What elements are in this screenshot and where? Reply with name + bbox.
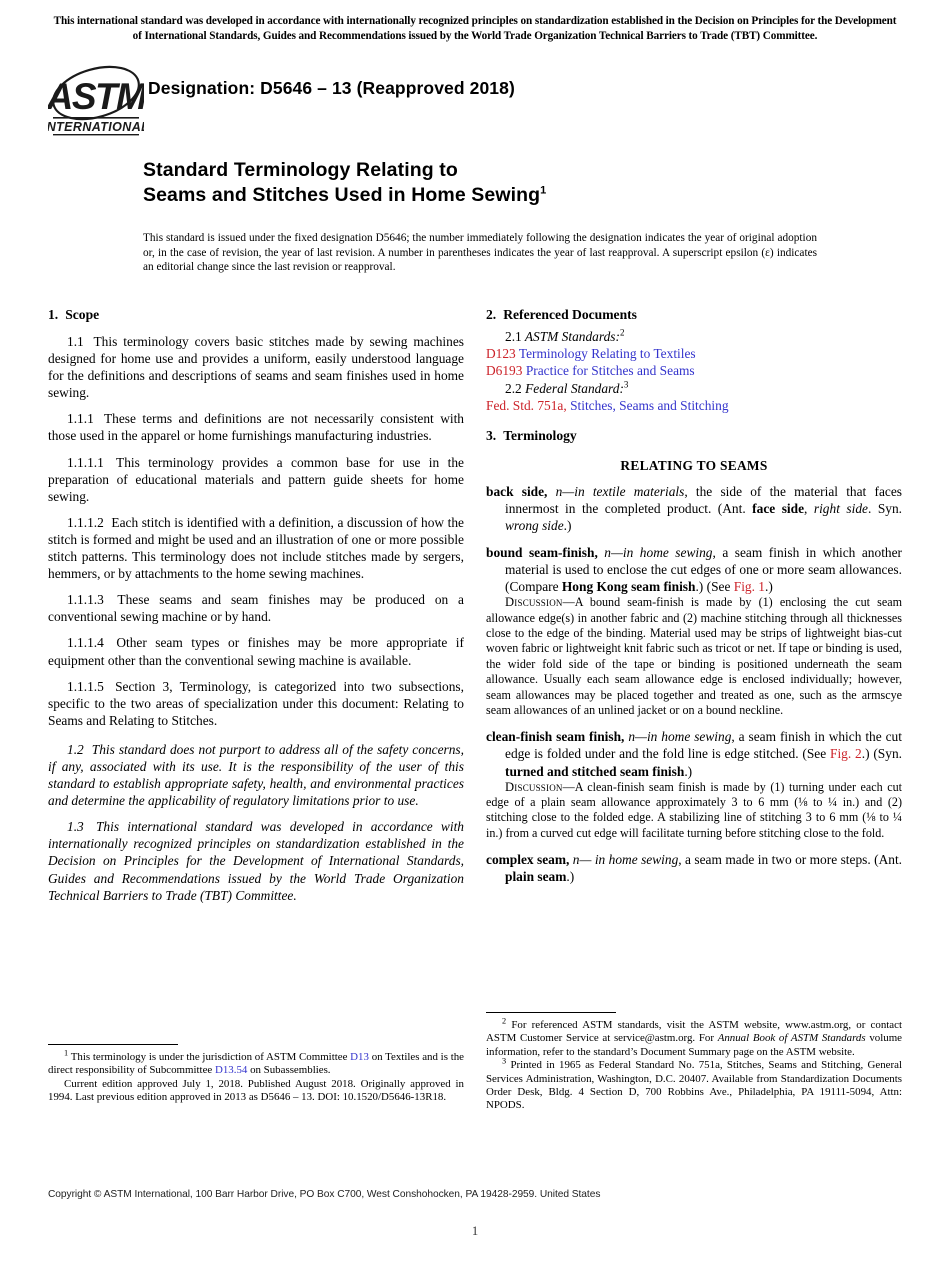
footnotes-right bbox=[486, 1012, 902, 1113]
footnote-text: Printed in 1965 as Federal Standard No. 751a, Stitches, Seams and Stitching, General Services Administration, Washington, D.C. 20407. Available from Standardization Documents Order Desk, Bldg. 4 Section D, 700 Robbins Ave., Philadelphia, PA 19111-5094, Attn: NPODS. bbox=[486, 1059, 902, 1112]
term-antonym: plain seam bbox=[505, 869, 567, 885]
astm-standards-label: ASTM Standards: bbox=[524, 329, 620, 344]
reference-title[interactable]: Stitches, Seams and Stitching bbox=[570, 398, 729, 414]
paragraph-text: These terms and definitions are not necessarily consistent with those used in the apparel or home furnishings manufacturing industries. bbox=[48, 411, 464, 444]
figure-reference-link[interactable]: Fig. 2 bbox=[830, 746, 862, 762]
section-title-terminology: Terminology bbox=[503, 428, 577, 444]
term-tail: , bbox=[804, 500, 814, 516]
section-title-referenced-documents: Referenced Documents bbox=[503, 307, 637, 322]
issue-note: This standard is issued under the fixed designation D5646; the number immediately following the designation indicates the year of original adoption or, in the case of revision, the year of last revision. A number in parentheses indicates the year of last reapproval. A superscript epsilon (ε) indicates an editorial change since the last revision or reapproval. bbox=[143, 232, 817, 274]
section-heading-scope bbox=[48, 306, 464, 324]
paragraph-number: 1.2 bbox=[67, 741, 84, 757]
reference-link-d123[interactable] bbox=[486, 345, 902, 362]
term-definition: , a seam made in two or more steps. (Ant. bbox=[678, 852, 903, 868]
paragraph-number: 1.1 bbox=[67, 334, 84, 349]
paragraph-text: Other seam types or finishes may be more appropriate if equipment other than the conventional sewing machine is available. bbox=[48, 635, 464, 668]
committee-link-d13[interactable]: D13 bbox=[350, 1051, 369, 1063]
copyright-notice: Copyright © ASTM International, 100 Barr Harbor Drive, PO Box C700, West Conshohocken, PA 19428-2959. United States bbox=[48, 1189, 601, 1200]
paragraph-number: 1.1.1.4 bbox=[67, 635, 104, 651]
discussion-bound-seam-finish bbox=[486, 595, 902, 718]
term-name: clean-finish seam finish, bbox=[486, 729, 625, 745]
right-column bbox=[486, 306, 902, 885]
footnote-text-a: For referenced ASTM standards, visit the ASTM website, www.astm.org, or contact ASTM Customer Service at service@astm.org. For bbox=[486, 1019, 902, 1045]
paragraph-number: 1.1.1 bbox=[67, 411, 94, 427]
discussion-text: —A clean-finish seam finish is made by (1) turning under each cut edge of a plain seam allowance approximately 3 to 6 mm (⅛ to ¼ in.) and (2) stitching close to the folded edge. A stabilizing line of stitching 3 to 6 mm (⅛ to ¼ in.) from a curved cut edge will facilitate turning before stitching close to the fold. bbox=[486, 779, 902, 840]
svg-text:ASTM: ASTM bbox=[48, 76, 144, 117]
term-part-of-speech: n— bbox=[555, 483, 575, 499]
term-tail-2: . Syn. bbox=[867, 500, 903, 516]
term-tail: .) (See bbox=[695, 579, 734, 595]
footnote-text-c: on Subassemblies. bbox=[247, 1064, 331, 1077]
footnote-marker: 3 bbox=[502, 1056, 507, 1066]
paragraph-text: This terminology covers basic stitches made by sewing machines designed for home use and provides a uniform, easily understood language for the definitions and descriptions of seams and seam finishes used in home sewing. bbox=[48, 334, 465, 401]
astm-logo-icon bbox=[48, 62, 144, 138]
term-name: complex seam, bbox=[486, 852, 570, 868]
paragraph-number: 1.1.1.1 bbox=[67, 454, 104, 470]
term-definition: , the side of the material that faces innermost in the completed product. (Ant. bbox=[505, 483, 902, 516]
term-tail-2: .) bbox=[765, 579, 773, 595]
footnote-marker: 1 bbox=[64, 1048, 69, 1058]
footnote-italic-title: Annual Book of ASTM Standards bbox=[717, 1032, 866, 1045]
page-number: 1 bbox=[471, 1224, 479, 1238]
paragraph-1-1-1-5 bbox=[48, 678, 464, 729]
tbt-banner: This international standard was developed in accordance with internationally recognized principles on standardization established in the Decision on Principles for the Development of International Standards, Guides and Recommendations issued by the World Trade Organization Technical Barriers to Trade (TBT) Committee. bbox=[53, 15, 897, 42]
paragraph-number: 1.1.1.3 bbox=[67, 592, 104, 608]
term-name: bound seam-finish, bbox=[486, 544, 598, 560]
paragraph-1-1-1-4 bbox=[48, 634, 464, 668]
document-title-line2: Seams and Stitches Used in Home Sewing bbox=[143, 184, 541, 206]
reference-link-d6193[interactable] bbox=[486, 362, 902, 379]
discussion-clean-finish-seam-finish bbox=[486, 780, 902, 842]
federal-standard-footnote-marker: 3 bbox=[623, 379, 629, 390]
term-part-of-speech: n— bbox=[604, 544, 623, 560]
term-definition: , a seam finish in which another material is used to enclose the cut edges of one or more seam allowances. (Compare bbox=[505, 544, 903, 595]
subheading-relating-to-seams: RELATING TO SEAMS bbox=[620, 458, 768, 474]
term-antonym-alt: right side bbox=[813, 500, 868, 516]
paragraph-number: 1.1.1.5 bbox=[67, 678, 104, 694]
footnote-text-b: volume information, refer to the standard’s Document Summary page on the ASTM website. bbox=[486, 1032, 902, 1058]
paragraph-text: This terminology provides a common base for use in the preparation of educational materials and pattern guide sheets for home sewing. bbox=[48, 454, 465, 504]
paragraph-1-1-1-2 bbox=[48, 514, 464, 582]
svg-text:INTERNATIONAL: INTERNATIONAL bbox=[48, 120, 144, 134]
section-title-scope: Scope bbox=[65, 307, 100, 322]
term-antonym: face side bbox=[752, 500, 805, 516]
paragraph-1-3 bbox=[48, 818, 464, 903]
term-part-of-speech: n— bbox=[628, 729, 647, 745]
term-tail: .) (Syn. bbox=[861, 746, 902, 762]
footnote-1 bbox=[48, 1048, 464, 1078]
paragraph-text: This international standard was developed in accordance with internationally recognized principles on standardization established in the Decision on Principles for the Development of International Standards, Guides and Recommendations issued by the World Trade Organization Technical Barriers to Trade (TBT) Committee. bbox=[48, 819, 464, 903]
paragraph-number: 1.3 bbox=[67, 819, 84, 835]
term-context: in textile materials bbox=[574, 483, 685, 499]
term-entry-bound-seam-finish bbox=[486, 544, 902, 595]
federal-standard-subheading bbox=[486, 380, 902, 397]
paragraph-1-1-1-3 bbox=[48, 591, 464, 625]
paragraph-text: Each stitch is identified with a definition, a discussion of how the stitch is formed and might be used and an illustration of one or more possible stitch patterns. This terminology does not include stitches made by sergers, hemmers, or by attachments to the home sewing machines. bbox=[48, 514, 464, 582]
term-entry-complex-seam bbox=[486, 851, 902, 885]
footnote-text-a: This terminology is under the jurisdiction of ASTM Committee bbox=[70, 1051, 351, 1063]
footnote-3 bbox=[486, 1056, 902, 1113]
left-column bbox=[48, 306, 464, 904]
astm-standards-subheading bbox=[486, 328, 902, 345]
designation-label: Designation: D5646 – 13 (Reapproved 2018) bbox=[148, 78, 515, 98]
section-number-scope: 1. bbox=[48, 307, 59, 322]
discussion-label: Discussion bbox=[505, 779, 563, 794]
section-number-terminology: 3. bbox=[486, 428, 497, 444]
federal-standard-number: 2.2 bbox=[505, 381, 522, 397]
document-title-line1: Standard Terminology Relating to bbox=[143, 159, 458, 181]
astm-standards-footnote-marker: 2 bbox=[619, 327, 625, 338]
term-synonym: turned and stitched seam finish bbox=[505, 763, 685, 779]
title-footnote-marker: 1 bbox=[540, 184, 547, 197]
figure-reference-link[interactable]: Fig. 1 bbox=[733, 579, 766, 595]
term-tail-2: .) bbox=[684, 763, 693, 779]
footnote-current-edition: Current edition approved July 1, 2018. Published August 2018. Originally approved in 1994. Last previous edition approved in 2013 as D5646 – 13. DOI: 10.1520/D5646-13R18. bbox=[48, 1077, 464, 1104]
footnote-divider bbox=[48, 1044, 178, 1045]
term-name: back side, bbox=[486, 483, 548, 499]
footnote-marker: 2 bbox=[502, 1016, 507, 1026]
term-entry-back-side bbox=[486, 483, 902, 534]
reference-id[interactable]: D123 bbox=[486, 346, 516, 362]
term-tail: .) bbox=[566, 869, 575, 885]
footnote-divider bbox=[486, 1012, 616, 1013]
section-heading-terminology bbox=[486, 427, 902, 445]
term-entry-clean-finish-seam-finish bbox=[486, 728, 902, 779]
discussion-label: Discussion bbox=[505, 595, 563, 610]
term-part-of-speech: n— bbox=[572, 852, 595, 868]
term-context: in home sewing bbox=[646, 729, 732, 745]
federal-standard-label: Federal Standard: bbox=[525, 381, 624, 397]
reference-title[interactable]: Terminology Relating to Textiles bbox=[518, 346, 696, 362]
paragraph-1-1 bbox=[48, 333, 464, 401]
document-header bbox=[48, 62, 902, 140]
term-definition: , a seam finish in which the cut edge is folded under and the fold line is edge stitched. (See bbox=[505, 729, 902, 762]
astm-standards-number: 2.1 bbox=[505, 329, 522, 344]
footnotes-left bbox=[48, 1044, 464, 1105]
term-compare: Hong Kong seam finish bbox=[561, 579, 696, 595]
term-context: in home sewing bbox=[594, 852, 679, 868]
paragraph-1-1-1-1 bbox=[48, 454, 464, 505]
paragraph-number: 1.1.1.2 bbox=[67, 514, 104, 530]
reference-id[interactable]: Fed. Std. 751a, bbox=[486, 398, 567, 414]
term-context: in home sewing bbox=[622, 544, 713, 560]
section-number-referenced-documents: 2. bbox=[486, 307, 497, 322]
term-tail-3: .) bbox=[563, 517, 572, 533]
subcommittee-link-d13-54[interactable]: D13.54 bbox=[214, 1064, 248, 1077]
reference-title[interactable]: Practice for Stitches and Seams bbox=[525, 363, 695, 379]
reference-link-fed-std-751a[interactable] bbox=[486, 397, 902, 414]
paragraph-text: Section 3, Terminology, is categorized into two subsections, specific to the two areas of specialization under this document: Relating to Seams and Relating to Stitches. bbox=[48, 678, 464, 728]
paragraph-text: This standard does not purport to address all of the safety concerns, if any, associated with its use. It is the responsibility of the user of this standard to establish appropriate safety, health, and environmental practices and determine the applicability of regulatory limitations prior to use. bbox=[48, 741, 464, 809]
section-heading-referenced-documents bbox=[486, 306, 902, 324]
paragraph-1-1-1 bbox=[48, 410, 464, 444]
footnote-2 bbox=[486, 1016, 902, 1059]
paragraph-1-2 bbox=[48, 741, 464, 809]
document-title bbox=[143, 158, 843, 208]
discussion-text: —A bound seam-finish is made by (1) enclosing the cut seam allowance edge(s) in another fabric and (2) machine stitching through all thicknesses close to the edge of the binding. Material used may be strips of lightweight bias-cut woven fabric or lightweight knit fabric such as tricot or net. If tape or binding is used, the wider fold side of the tape or binding is positioned underneath the seam allowance. Usually each seam allowance edge is enclosed individually; however, seam allowances may be placed together and treated as one, such as the armscye seam allowances of an unlined jacket or on a bound neckline. bbox=[486, 595, 902, 717]
title-block bbox=[143, 158, 843, 208]
reference-id[interactable]: D6193 bbox=[486, 363, 523, 379]
footnote-text-b: on Textiles and is the direct responsibility of Subcommittee bbox=[48, 1051, 464, 1077]
term-synonym: wrong side bbox=[505, 517, 564, 533]
paragraph-text: These seams and seam finishes may be produced on a conventional sewing machine or by hand. bbox=[48, 592, 464, 625]
